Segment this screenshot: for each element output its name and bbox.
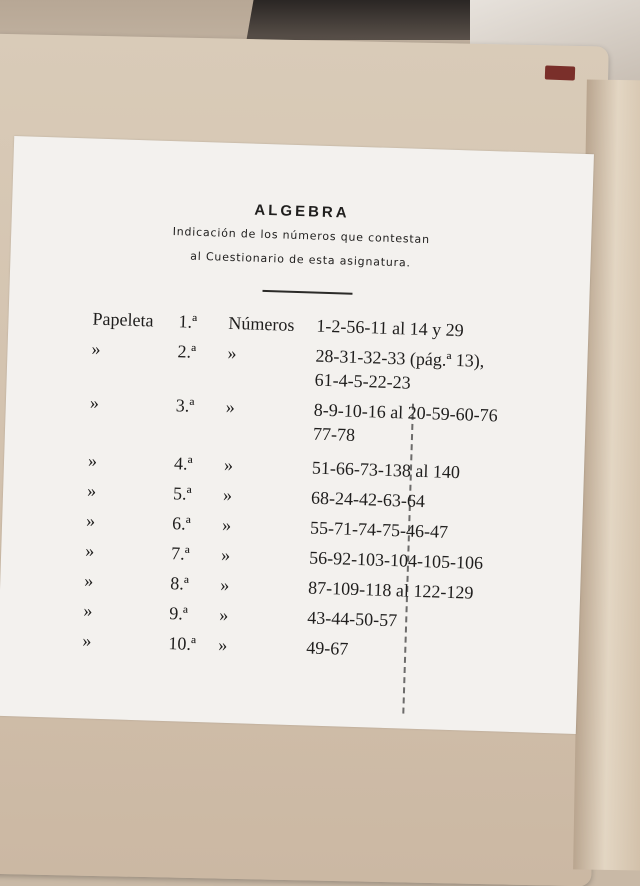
row-values: 77-78 — [312, 423, 356, 445]
row-prefix: » — [86, 480, 97, 501]
row-values: 61-4-5-22-23 — [314, 369, 412, 393]
row-ditto: » — [219, 604, 229, 625]
row-number: 3.ª — [175, 395, 195, 416]
row-ditto: » — [223, 454, 234, 476]
row-ditto: » — [218, 634, 228, 655]
row-number: 5.ª — [172, 483, 192, 504]
header-papeleta: Papeleta — [92, 308, 154, 331]
label-rule — [262, 290, 352, 295]
header-numeros: Números — [228, 312, 295, 335]
row-values: 8-9-10-16 al 20-59-60-76 — [313, 399, 498, 426]
row-number: 2.ª — [177, 341, 197, 362]
row-values: 68-24-42-63-64 — [310, 487, 426, 512]
header-values: 1-2-56-11 al 14 y 29 — [316, 315, 465, 341]
row-prefix: » — [84, 570, 94, 591]
row-values: 51-66-73-138 al 140 — [311, 457, 461, 483]
row-number: 6.ª — [171, 513, 191, 534]
row-values: 28-31-32-33 (pág.ª 13), — [315, 345, 485, 371]
row-ditto: » — [227, 342, 237, 364]
row-prefix: » — [87, 450, 98, 471]
row-number: 9.ª — [169, 603, 189, 624]
row-prefix: » — [82, 630, 92, 651]
index-table — [9, 306, 589, 659]
row-values: 49-67 — [306, 637, 349, 659]
label-subtitle-line2: al Cuestionario de esta asignatura. — [190, 249, 411, 270]
row-ditto: » — [222, 484, 233, 506]
row-number: 7.ª — [170, 543, 191, 564]
row-values: 87-109-118 al 122-129 — [307, 577, 474, 603]
row-prefix: » — [83, 600, 93, 621]
background-dark-corner — [246, 0, 503, 40]
row-ditto: » — [220, 544, 231, 566]
label-subtitle-line1: Indicación de los números que contestan — [172, 225, 431, 247]
row-number: 4.ª — [173, 453, 193, 474]
row-values: 43-44-50-57 — [306, 607, 398, 631]
book-spine-mark — [545, 65, 575, 80]
pasted-label — [0, 136, 594, 734]
row-prefix: » — [91, 338, 101, 359]
label-title: ALGEBRA — [254, 201, 350, 222]
row-number: 8.ª — [169, 573, 190, 594]
row-values: 56-92-103-104-105-106 — [308, 547, 484, 573]
row-ditto: » — [221, 514, 232, 536]
row-ditto: » — [219, 574, 230, 596]
row-prefix: » — [84, 540, 95, 561]
header-number: 1.ª — [178, 311, 198, 332]
row-prefix: » — [85, 510, 96, 531]
row-values: 55-71-74-75-46-47 — [309, 517, 449, 542]
row-number: 10.ª — [168, 633, 197, 654]
row-prefix: » — [89, 392, 100, 413]
row-ditto: » — [225, 396, 236, 418]
